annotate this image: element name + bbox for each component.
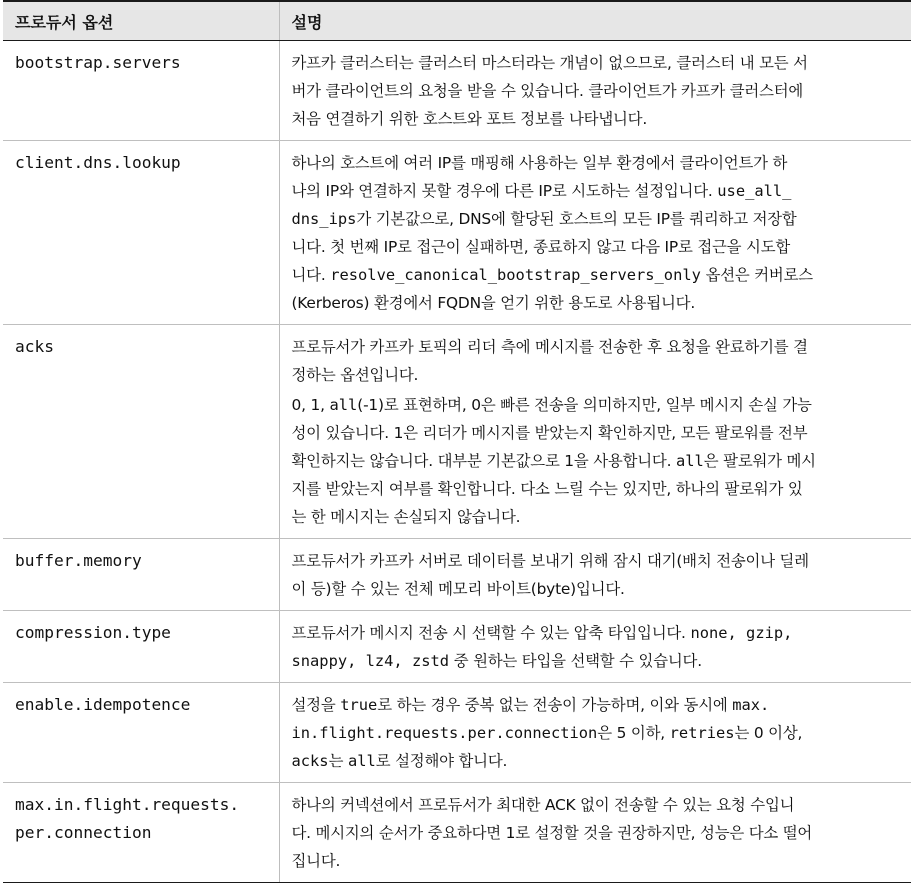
description-line bbox=[292, 205, 900, 233]
description-text: 중 원하는 타입을 선택할 수 있습니다. bbox=[449, 652, 702, 670]
description-line bbox=[292, 619, 900, 647]
description-line bbox=[292, 719, 900, 747]
code-value: snappy, lz4, zstd bbox=[291, 652, 450, 670]
header-row bbox=[3, 1, 911, 41]
table-row bbox=[3, 141, 911, 325]
description-text: 0, 1, bbox=[291, 396, 330, 414]
description-line: 프로듀서가 카프카 서버로 데이터를 보내기 위해 잠시 대기(배치 전송이나 딜레 bbox=[291, 552, 809, 570]
description-text: 로 하는 경우 중복 없는 전송이 가능하며, 이와 동시에 bbox=[377, 696, 733, 714]
description-text: 는 bbox=[328, 752, 348, 770]
table-row bbox=[3, 683, 911, 783]
option-name bbox=[3, 783, 279, 883]
code-value: retries bbox=[669, 724, 735, 742]
description-line bbox=[292, 391, 900, 419]
code-value: all bbox=[347, 752, 376, 770]
option-name-line: per.connection bbox=[15, 823, 152, 842]
description-line: 정하는 옵션입니다. bbox=[291, 366, 419, 384]
option-name: client.dns.lookup bbox=[3, 141, 279, 325]
description-line bbox=[292, 261, 900, 289]
option-description bbox=[279, 611, 911, 683]
description-line: 는 한 메시지는 손실되지 않습니다. bbox=[291, 508, 521, 526]
table-row bbox=[3, 325, 911, 539]
description-line bbox=[292, 747, 900, 775]
option-description bbox=[279, 41, 911, 141]
description-text: 설정을 bbox=[291, 696, 341, 714]
description-line: 카프카 클러스터는 클러스터 마스터라는 개념이 없으므로, 클러스터 내 모든 서 bbox=[291, 54, 808, 72]
option-name: enable.idempotence bbox=[3, 683, 279, 783]
description-line: 처음 연결하기 위한 호스트와 포트 정보를 나타냅니다. bbox=[291, 110, 648, 128]
table-row bbox=[3, 539, 911, 611]
description-text: 은 팔로워가 메시 bbox=[703, 452, 816, 470]
option-name: buffer.memory bbox=[3, 539, 279, 611]
option-description bbox=[279, 325, 911, 539]
table-header bbox=[3, 1, 911, 41]
code-value: acks bbox=[291, 752, 329, 770]
code-value: use_all_ bbox=[717, 182, 792, 200]
description-line: 집니다. bbox=[291, 852, 341, 870]
description-text: 확인하지는 않습니다. 대부분 기본값으로 1을 사용합니다. bbox=[291, 452, 676, 470]
description-line: 버가 클라이언트의 요청을 받을 수 있습니다. 클라이언트가 카프카 클러스터에 bbox=[291, 82, 804, 100]
option-description bbox=[279, 683, 911, 783]
description-text: (-1)로 표현하며, 0은 빠른 전송을 의미하지만, 일부 메시지 손실 가능 bbox=[357, 396, 812, 414]
producer-options-table bbox=[3, 0, 911, 883]
description-line: 하나의 호스트에 여러 IP를 매핑해 사용하는 일부 환경에서 클라이언트가 하 bbox=[291, 154, 788, 172]
description-text: 는 0 이상, bbox=[734, 724, 803, 742]
description-text: 옵션은 커버로스 bbox=[700, 266, 813, 284]
description-line: 이 등)할 수 있는 전체 메모리 바이트(byte)입니다. bbox=[291, 580, 625, 598]
option-name-line: max.in.flight.requests. bbox=[15, 795, 240, 814]
description-line: 프로듀서가 카프카 토픽의 리더 측에 메시지를 전송한 후 요청을 완료하기를 결 bbox=[291, 338, 808, 356]
description-line: (Kerberos) 환경에서 FQDN을 얻기 위한 용도로 사용됩니다. bbox=[291, 294, 696, 312]
description-text: 나의 IP와 연결하지 못할 경우에 다른 IP로 시도하는 설정입니다. bbox=[291, 182, 718, 200]
description-line bbox=[292, 177, 900, 205]
description-line: 지를 받았는지 여부를 확인합니다. 다소 느릴 수는 있지만, 하나의 팔로워가 있 bbox=[291, 480, 803, 498]
option-name: acks bbox=[3, 325, 279, 539]
option-name: bootstrap.servers bbox=[3, 41, 279, 141]
option-description bbox=[279, 783, 911, 883]
description-line: 다. 메시지의 순서가 중요하다면 1로 설정할 것을 권장하지만, 성능은 다소 떨어 bbox=[291, 824, 813, 842]
column-header-description: 설명 bbox=[279, 1, 911, 41]
description-line bbox=[292, 691, 900, 719]
option-name: compression.type bbox=[3, 611, 279, 683]
code-value: none, gzip, bbox=[690, 624, 793, 642]
table-row bbox=[3, 611, 911, 683]
description-line: 니다. 첫 번째 IP로 접근이 실패하면, 종료하지 않고 다음 IP로 접근을 시도합 bbox=[291, 238, 791, 256]
code-value: true bbox=[340, 696, 378, 714]
column-header-option: 프로듀서 옵션 bbox=[3, 1, 279, 41]
description-line: 성이 있습니다. 1은 리더가 메시지를 받았는지 확인하지만, 모든 팔로워를 전부 bbox=[291, 424, 808, 442]
code-value: resolve_canonical_bootstrap_servers_only bbox=[330, 266, 701, 284]
option-description bbox=[279, 539, 911, 611]
description-paragraph bbox=[292, 333, 900, 389]
code-value: all bbox=[675, 452, 704, 470]
description-line: 하나의 커넥션에서 프로듀서가 최대한 ACK 없이 전송할 수 있는 요청 수입니 bbox=[291, 796, 795, 814]
producer-options-page bbox=[3, 0, 911, 883]
description-text: 니다. bbox=[291, 266, 331, 284]
description-text: 은 5 이하, bbox=[597, 724, 670, 742]
code-value: max. bbox=[732, 696, 770, 714]
description-line bbox=[292, 447, 900, 475]
code-value: in.flight.requests.per.connection bbox=[291, 724, 598, 742]
option-description bbox=[279, 141, 911, 325]
table-row bbox=[3, 783, 911, 883]
description-text: 가 기본값으로, DNS에 할당된 호스트의 모든 IP를 쿼리하고 저장합 bbox=[356, 210, 797, 228]
code-value: all bbox=[329, 396, 358, 414]
description-paragraph bbox=[292, 391, 900, 531]
table-body bbox=[3, 41, 911, 883]
code-value: dns_ips bbox=[291, 210, 357, 228]
description-text: 프로듀서가 메시지 전송 시 선택할 수 있는 압축 타입입니다. bbox=[291, 624, 691, 642]
description-text: 로 설정해야 합니다. bbox=[375, 752, 508, 770]
table-row bbox=[3, 41, 911, 141]
description-line bbox=[292, 647, 900, 675]
